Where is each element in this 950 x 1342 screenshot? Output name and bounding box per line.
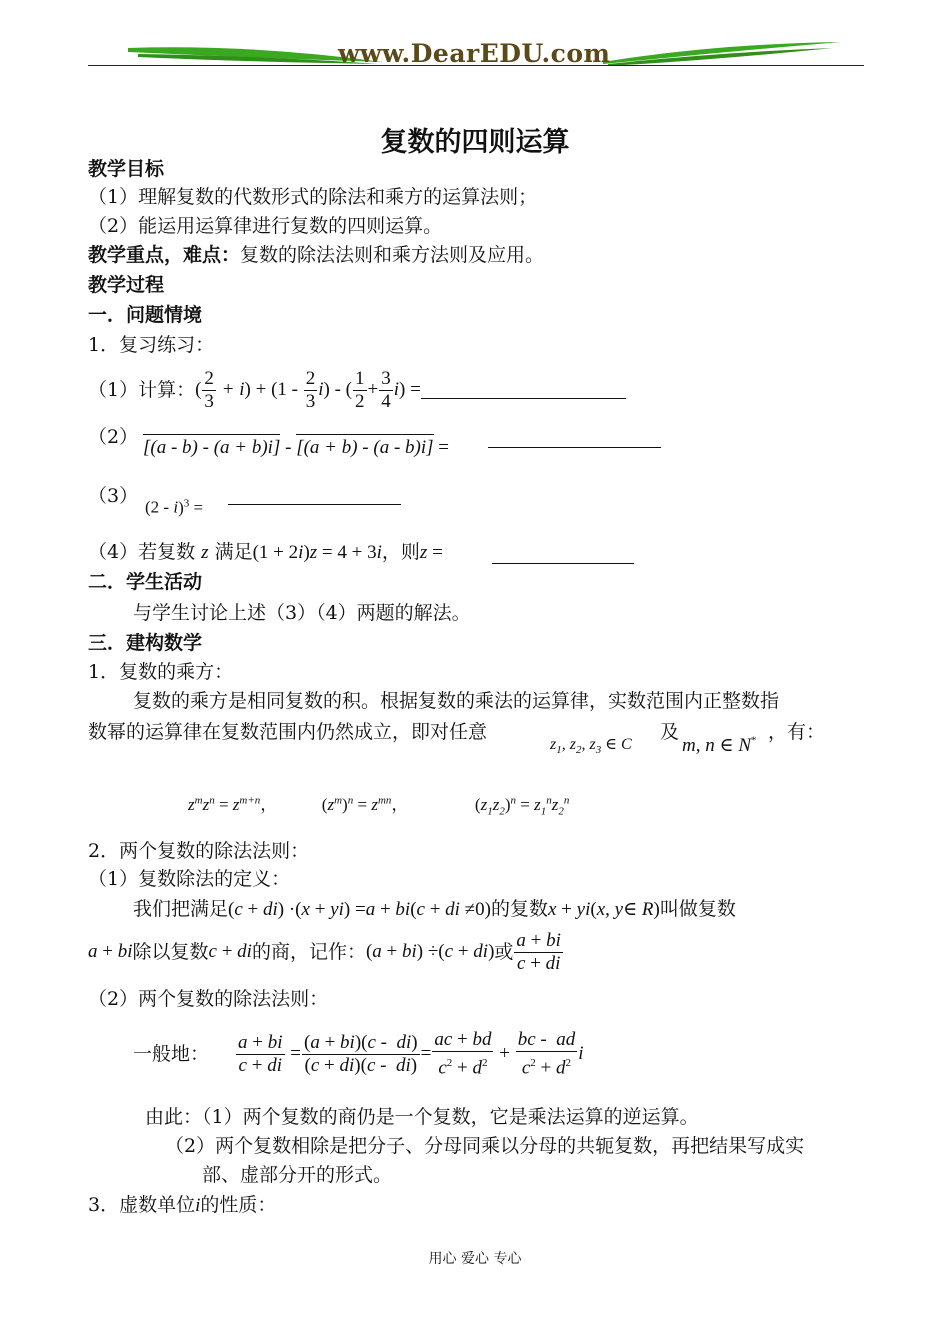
- q1-answer-blank[interactable]: [421, 397, 626, 399]
- process-heading: 教学过程: [88, 274, 165, 296]
- keypoints-label: 教学重点，难点：: [88, 244, 241, 266]
- q4-mid: 满足: [214, 541, 253, 563]
- power-title: 1．复数的乘方：: [88, 661, 234, 683]
- power-set-mn: m, n ∈ N*: [682, 734, 757, 756]
- q1-formula: ( $\frac{2}{3}$ + i ) + (1 - $\frac{2}{3}$ i ) - ( $\frac{1}{2}$ + $\frac{3}{4}$ i ) =: [195, 367, 421, 412]
- goal-item: （1）理解复数的代数形式的除法和乘方的运算法则；: [88, 186, 538, 208]
- q2-formula: [(a - b) - (a + b)i] - [(a + b) - (a - b)i] =: [143, 434, 449, 459]
- power-laws: $z^mz^n = z^{m+n}$， $(z^m)^n = z^{mn}$， $(z_1z_2)^n = z_1^nz_2^n$: [188, 794, 570, 818]
- division-def-line-1: 我们把满足(c + di) ·(x + yi) =a + bi(c + di ≠0)的复数x + yi(x, y∈ R)叫做复数: [133, 898, 736, 920]
- banner-swoosh-right: [603, 40, 843, 66]
- keypoints-line: [88, 242, 544, 268]
- header-banner: [88, 34, 864, 74]
- q4-answer-blank[interactable]: [492, 562, 634, 564]
- question-4: （4）若复数 z 满足(1 + 2i)z = 4 + 3i，则z =: [88, 541, 443, 563]
- hence-2a: （2）两个复数相除是把分子、分母同乘以分母的共轭复数，再把结果写成实: [165, 1135, 805, 1157]
- q4-then: ，则: [381, 541, 420, 563]
- imaginary-unit-title: 3．虚数单位i的性质：: [88, 1194, 277, 1216]
- q2-answer-blank[interactable]: [488, 446, 661, 448]
- q3-answer-blank[interactable]: [228, 503, 401, 505]
- power-set-z: $z_1$, $z_2$, $z_3$ ∈ C: [550, 736, 632, 757]
- division-rule-title: （2）两个复数的除法法则：: [88, 988, 329, 1010]
- q3-prefix: （3）: [88, 485, 139, 507]
- question-1: [88, 362, 626, 418]
- section2-heading: 二．学生活动: [88, 571, 203, 593]
- power-line-1: 复数的乘方是相同复数的积。根据复数的乘法的运算律，实数范围内正整数指: [133, 690, 780, 712]
- power-and: 及: [660, 721, 680, 743]
- page-title: 复数的四则运算: [380, 127, 570, 158]
- division-rule-formula: 一般地： $\frac{a + bi}{c + di}$ = $\frac{(a + bi)(c - di)}{(c + di)(c - di)}$ = $\frac{ac + bd}{c^2 + d^2}$ + $\frac{bc - ad}{c^2 + d^2}$ i: [133, 1028, 584, 1079]
- goal-item: （2）能运用运算律进行复数的四则运算。: [88, 215, 443, 237]
- hence-2b: 部、虚部分开的形式。: [202, 1164, 393, 1186]
- q1-prefix: （1）计算：: [88, 379, 196, 401]
- review-label: 1．复习练习：: [88, 334, 215, 356]
- q2-prefix: （2）: [88, 426, 139, 448]
- hence-1: 由此：（1）两个复数的商仍是一个复数，它是乘法运算的逆运算。: [145, 1106, 699, 1128]
- division-title: 2．两个复数的除法法则：: [88, 840, 310, 862]
- division-def-line-2: a + bi 除以复数 c + di 的商，记作： (a + bi) ÷(c + di) 或 $\frac{a + bi}{c + di}$: [88, 929, 561, 974]
- section1-heading: 一．问题情境: [88, 304, 203, 326]
- power-have: ，有：: [768, 721, 826, 743]
- keypoints-text: 复数的除法法则和乘方法则及应用。: [240, 244, 545, 266]
- site-url: www.DearEDU.com: [338, 39, 611, 68]
- page-footer: 用心 爱心 专心: [428, 1251, 522, 1267]
- goals-heading: 教学目标: [88, 158, 165, 180]
- header-rule: [88, 65, 864, 66]
- section2-text: 与学生讨论上述（3）（4）两题的解法。: [133, 602, 471, 624]
- q3-formula: (2 - i)$^3$ =: [145, 497, 204, 517]
- section3-heading: 三．建构数学: [88, 632, 203, 654]
- power-line-2: 数幂的运算律在复数范围内仍然成立，即对任意: [88, 721, 488, 743]
- q4-prefix: （4）若复数: [88, 541, 196, 563]
- division-def-title: （1）复数除法的定义：: [88, 868, 291, 890]
